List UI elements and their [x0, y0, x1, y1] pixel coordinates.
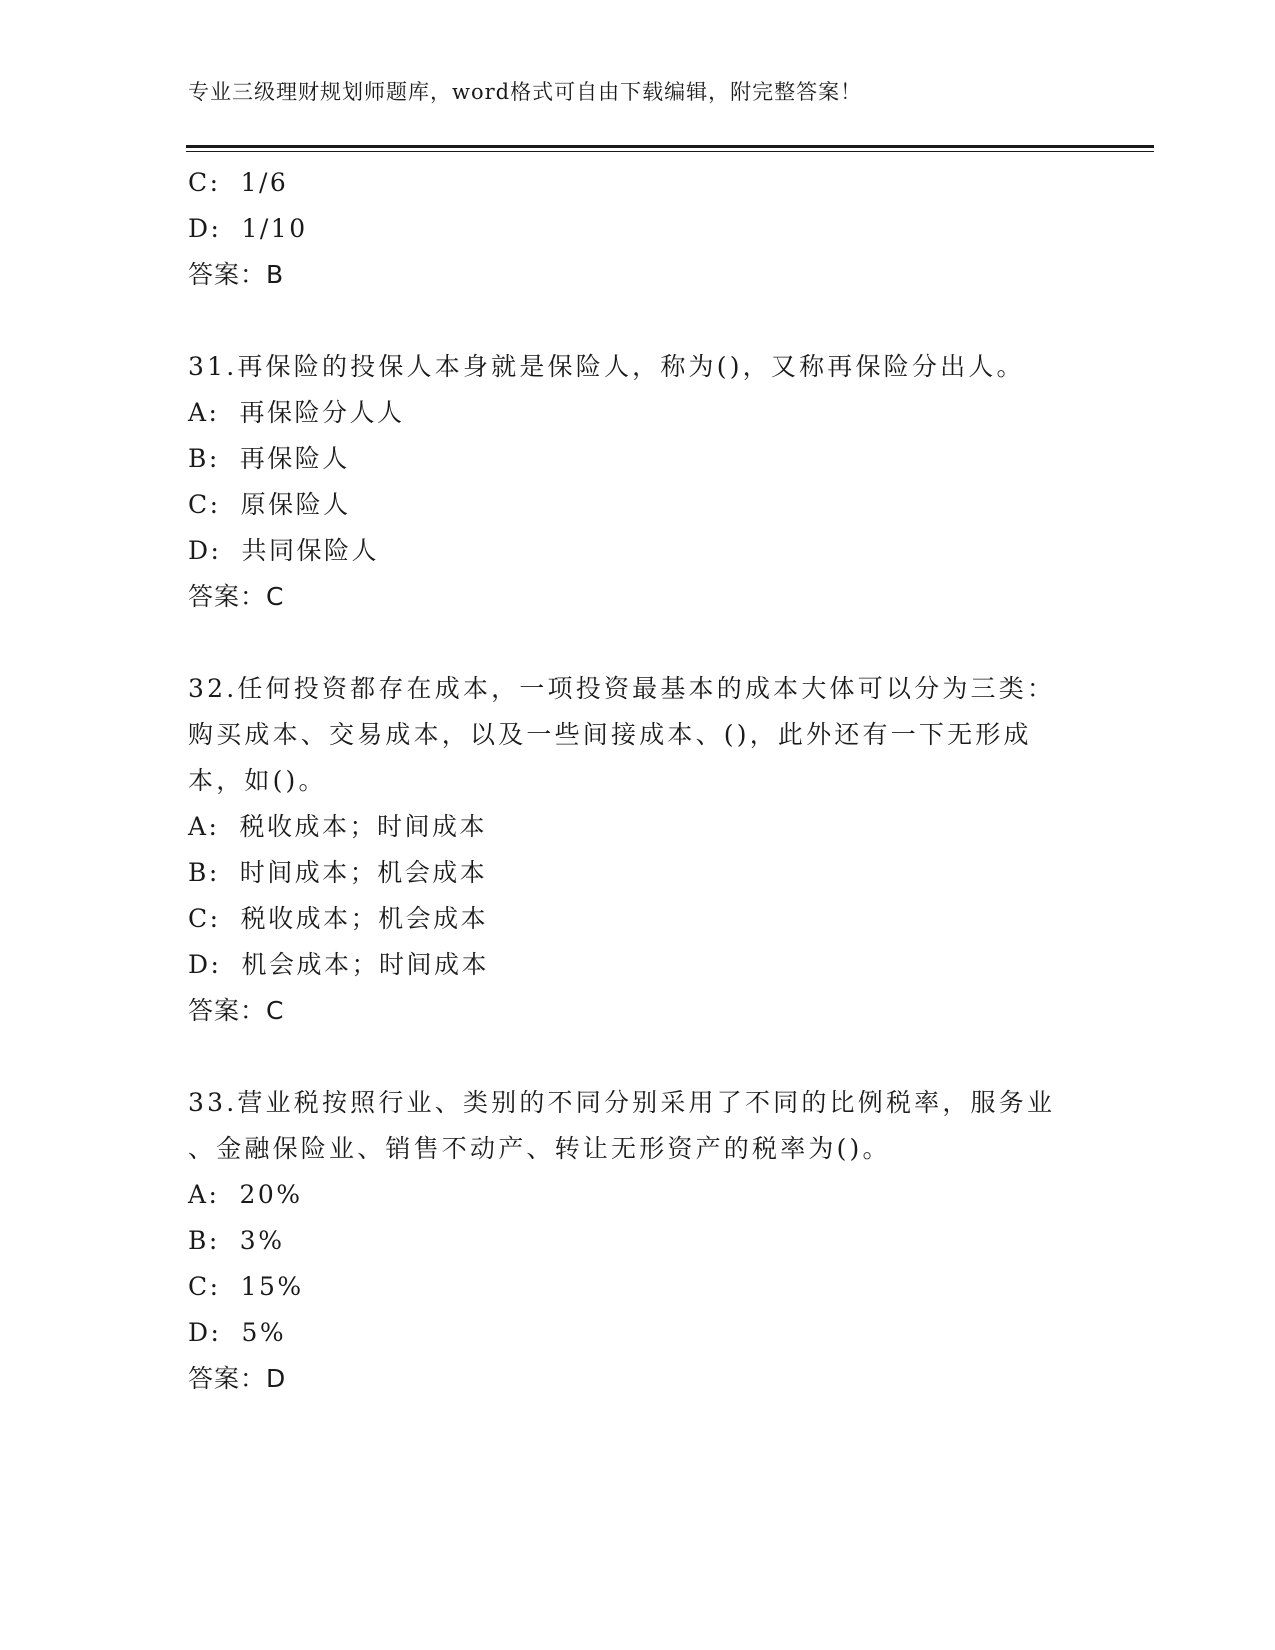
answer-line: 答案：C: [188, 996, 285, 1025]
answer-line: 答案：B: [188, 260, 285, 289]
option-text: 机会成本；时间成本: [241, 950, 489, 979]
option-letter: C:: [188, 168, 221, 197]
option-line: [188, 850, 1088, 896]
option-letter: B:: [188, 444, 220, 473]
question-text: 33.营业税按照行业、类别的不同分别采用了不同的比例税率，服务业: [188, 1088, 1056, 1117]
option-letter: D:: [188, 536, 222, 565]
option-line: [188, 1264, 1088, 1310]
option-text: 税收成本；时间成本: [239, 812, 487, 841]
question-text: 购买成本、交易成本，以及一些间接成本、()，此外还有一下无形成: [188, 720, 1032, 749]
question-text: 31.再保险的投保人本身就是保险人，称为()，又称再保险分出人。: [188, 352, 1025, 381]
document-body: [188, 160, 1088, 1402]
option-text: 时间成本；机会成本: [239, 858, 488, 887]
option-text: 税收成本；机会成本: [240, 904, 489, 933]
question-text: 32.任何投资都存在成本，一项投资最基本的成本大体可以分为三类：: [188, 674, 1056, 703]
option-text: 1/6: [240, 168, 289, 197]
option-line: [188, 1218, 1088, 1264]
header-rule-thick: [186, 145, 1154, 148]
option-letter: D:: [188, 1318, 222, 1347]
option-letter: D:: [188, 214, 222, 243]
question-text: 、金融保险业、销售不动产、转让无形资产的税率为()。: [188, 1134, 891, 1163]
option-letter: C:: [188, 904, 221, 933]
option-letter: C:: [188, 1272, 221, 1301]
option-line: [188, 804, 1088, 850]
option-line: [188, 206, 1088, 252]
option-letter: C:: [188, 490, 221, 519]
option-letter: A:: [188, 398, 220, 427]
option-line: [188, 896, 1088, 942]
option-letter: B:: [188, 858, 220, 887]
option-letter: A:: [188, 1180, 220, 1209]
answer-line: 答案：C: [188, 582, 285, 611]
option-text: 再保险分人人: [239, 398, 405, 427]
page-header: 专业三级理财规划师题库，word格式可自由下载编辑，附完整答案！: [188, 80, 863, 104]
option-line: [188, 528, 1088, 574]
option-line: [188, 390, 1088, 436]
option-text: 5%: [241, 1318, 287, 1347]
question-32: [188, 666, 1088, 804]
question-33: [188, 1080, 1088, 1172]
option-text: 原保险人: [240, 490, 351, 519]
question-text: 本，如()。: [188, 766, 327, 795]
option-text: 15%: [240, 1272, 304, 1301]
option-text: 共同保险人: [241, 536, 379, 565]
question-31: [188, 344, 1088, 390]
header-rule-thin: [186, 151, 1154, 152]
option-line: [188, 1310, 1088, 1356]
option-letter: A:: [188, 812, 220, 841]
answer-line: 答案：D: [188, 1364, 287, 1393]
option-line: [188, 1172, 1088, 1218]
option-text: 再保险人: [239, 444, 350, 473]
option-line: [188, 482, 1088, 528]
option-text: 1/10: [241, 214, 308, 243]
option-letter: D:: [188, 950, 222, 979]
option-letter: B:: [188, 1226, 220, 1255]
option-text: 3%: [239, 1226, 285, 1255]
option-line: [188, 160, 1088, 206]
option-line: [188, 942, 1088, 988]
option-text: 20%: [239, 1180, 303, 1209]
option-line: [188, 436, 1088, 482]
